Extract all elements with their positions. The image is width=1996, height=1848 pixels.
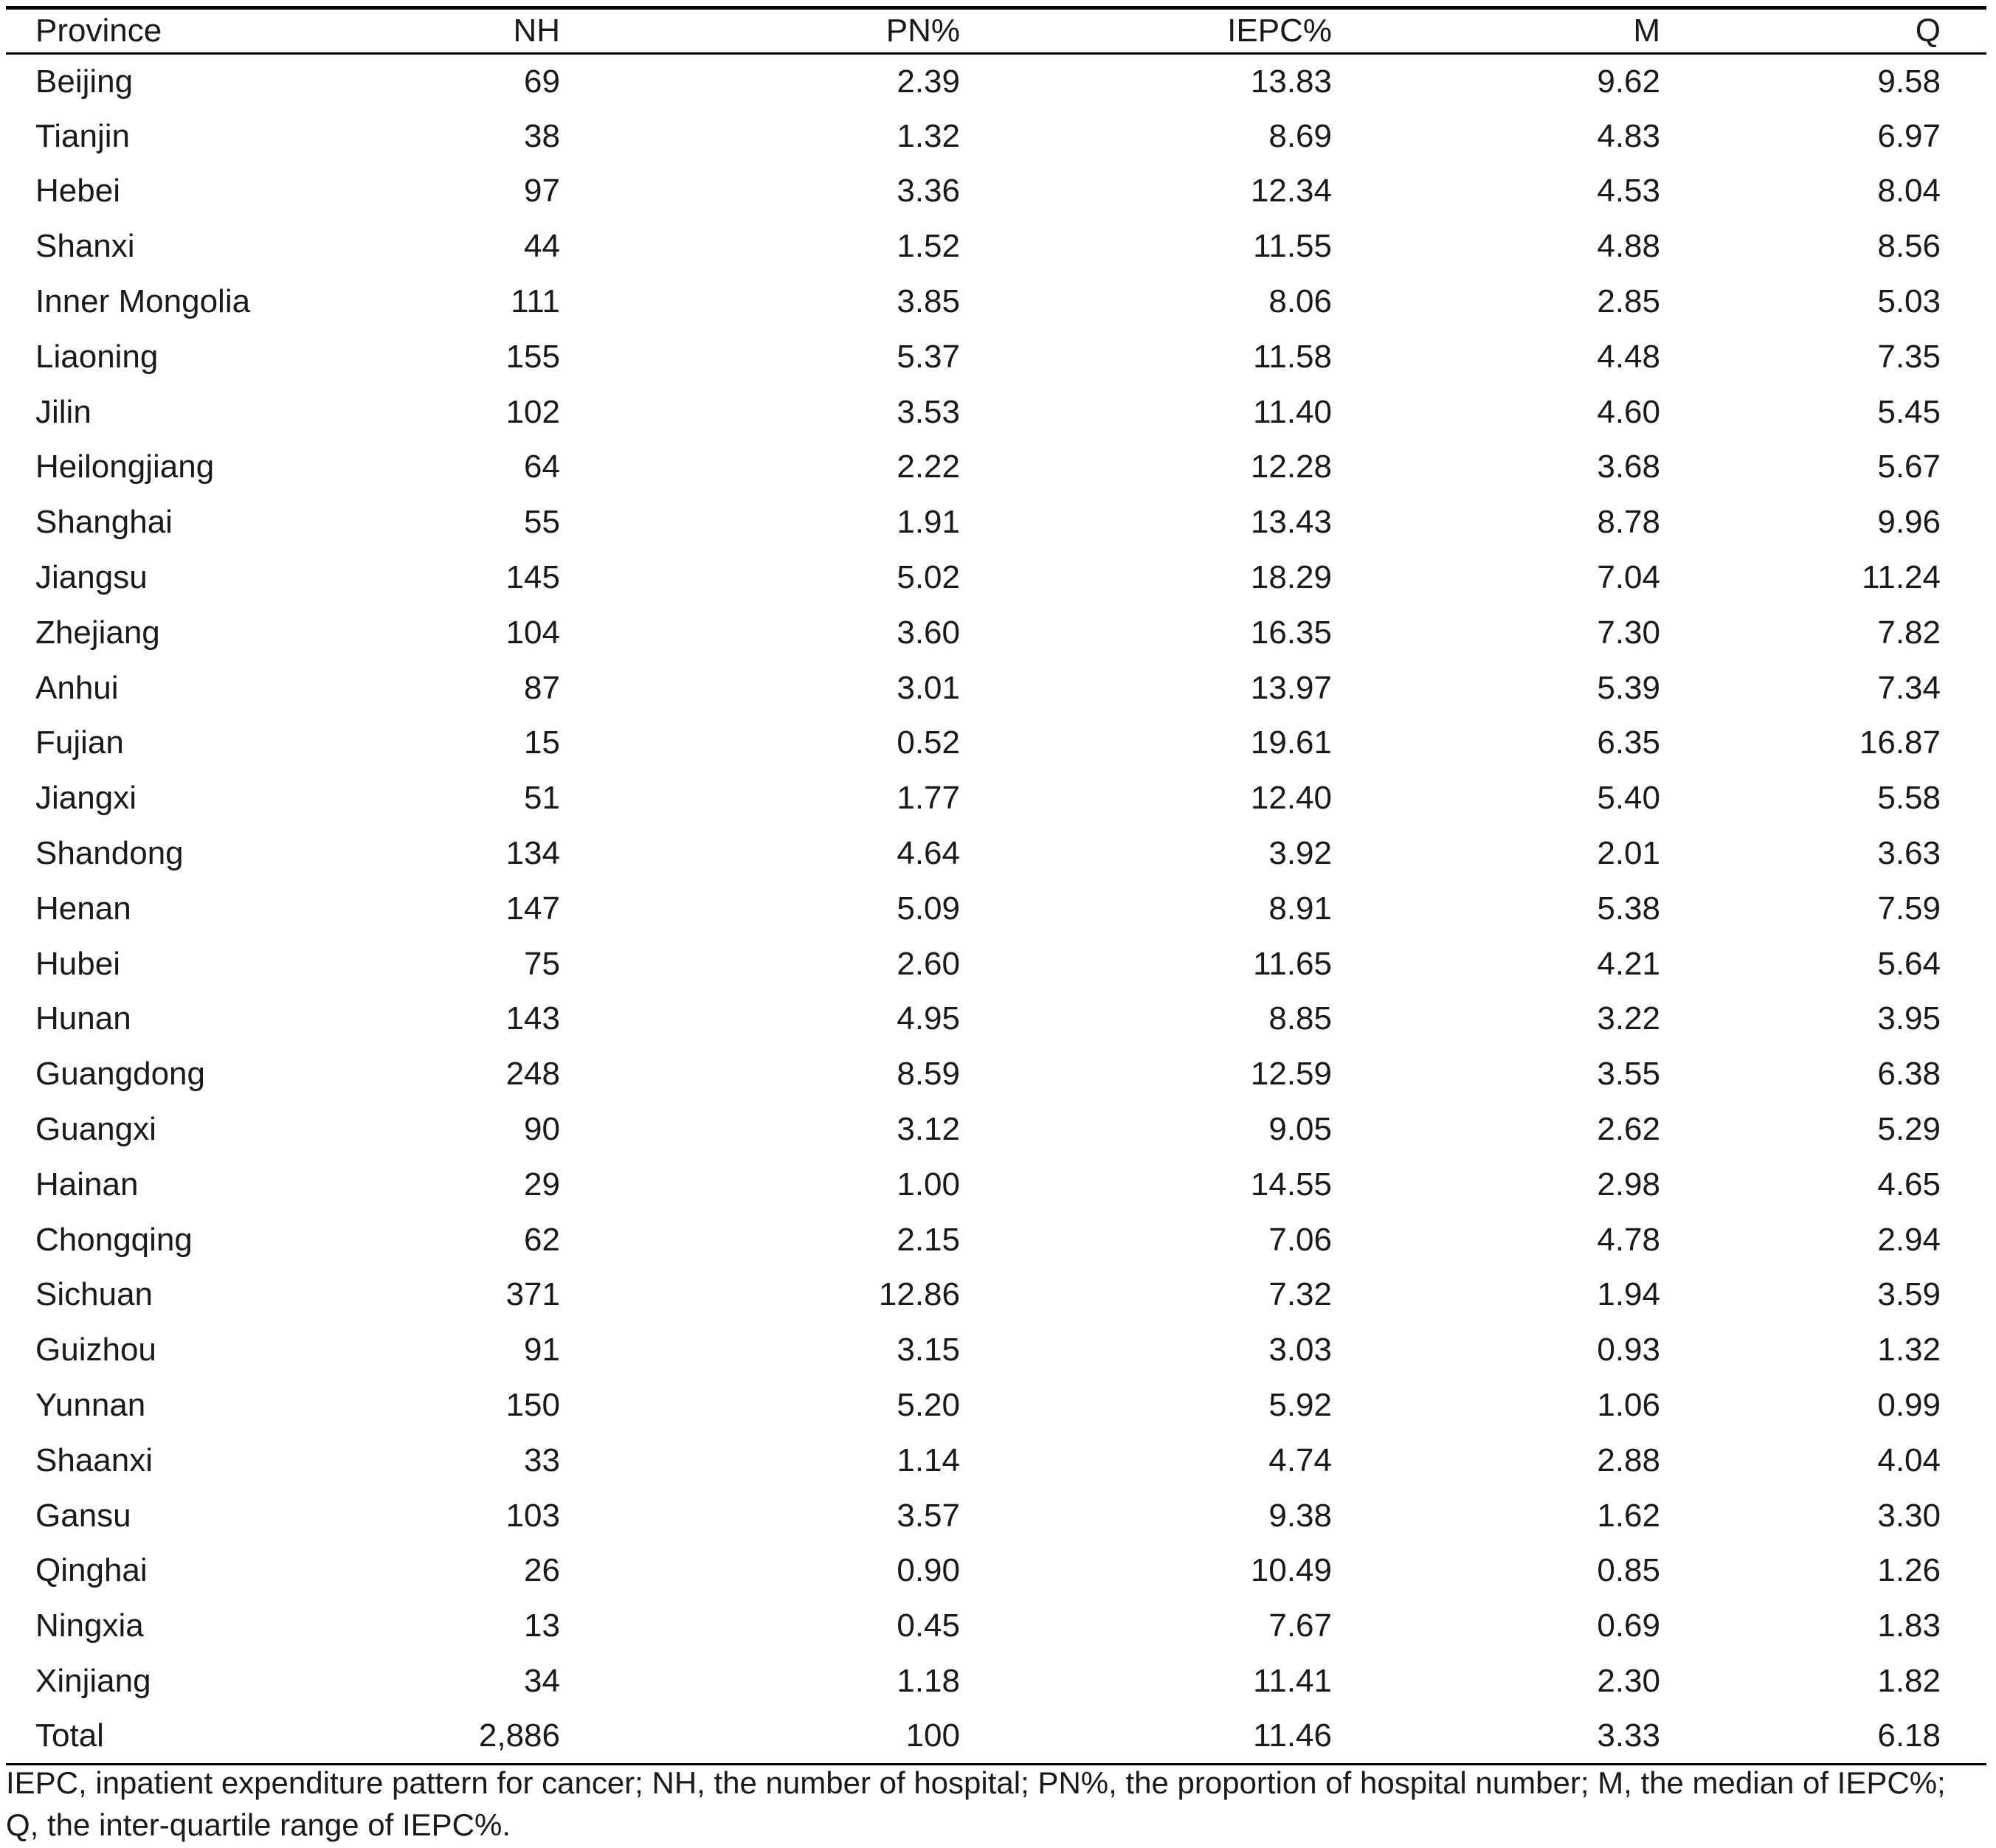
cell-q: 5.64	[1877, 945, 1941, 982]
cell-iepc: 11.58	[1253, 338, 1332, 375]
cell-nh: 248	[505, 1056, 560, 1093]
cell-pn: 3.12	[897, 1111, 960, 1148]
cell-nh: 38	[524, 117, 560, 154]
cell-province: Hainan	[35, 1166, 139, 1202]
cell-q: 6.18	[1696, 1709, 1986, 1764]
cell-m: 4.78	[1597, 1221, 1660, 1258]
cell-iepc: 13.97	[1250, 669, 1332, 706]
cell-iepc: 13.43	[1250, 504, 1332, 541]
cell-pn: 0.90	[897, 1552, 960, 1589]
cell-q: 1.83	[1877, 1608, 1941, 1644]
cell-nh: 75	[524, 945, 560, 982]
cell-pn: 0.45	[897, 1608, 960, 1644]
cell-province: Fujian	[35, 724, 124, 761]
cell-iepc: 11.41	[1253, 1663, 1332, 1699]
cell-province: Inner Mongolia	[35, 283, 251, 320]
table-row	[6, 660, 1986, 716]
cell-pn: 100	[576, 1709, 960, 1764]
cell-province: Yunnan	[35, 1387, 146, 1424]
cell-pn: 2.15	[897, 1221, 960, 1258]
cell-pn: 4.64	[897, 835, 960, 872]
cell-q: 7.34	[1877, 669, 1941, 706]
cell-nh: 90	[524, 1111, 560, 1148]
cell-q: 0.99	[1877, 1387, 1941, 1424]
table-row	[6, 1323, 1986, 1378]
cell-pn: 1.91	[897, 504, 960, 541]
cell-pn: 3.36	[897, 173, 960, 210]
table-row	[6, 440, 1986, 495]
cell-nh: 147	[505, 890, 560, 927]
cell-m: 2.85	[1597, 283, 1660, 320]
cell-pn: 2.22	[897, 449, 960, 485]
cell-nh: 34	[524, 1663, 560, 1699]
cell-m: 4.48	[1597, 338, 1660, 375]
cell-iepc: 7.06	[1268, 1221, 1332, 1258]
table-row	[6, 219, 1986, 274]
cell-q: 6.97	[1877, 117, 1941, 154]
cell-q: 3.59	[1877, 1276, 1941, 1313]
cell-nh: 134	[505, 835, 560, 872]
table-row	[6, 1433, 1986, 1488]
cell-m: 2.62	[1597, 1111, 1660, 1148]
data-table	[6, 6, 1986, 1765]
cell-pn: 1.14	[897, 1442, 960, 1478]
cell-nh: 33	[524, 1442, 560, 1478]
cell-m: 2.30	[1597, 1663, 1660, 1699]
cell-nh: 2,886	[419, 1709, 576, 1764]
cell-province: Shandong	[35, 835, 184, 872]
table-row	[6, 992, 1986, 1047]
cell-pn: 8.59	[897, 1056, 960, 1093]
column-header-q: Q	[1696, 8, 1986, 54]
cell-m: 4.83	[1597, 117, 1660, 154]
cell-nh: 29	[524, 1166, 560, 1202]
column-header-nh: NH	[419, 8, 576, 54]
cell-province: Qinghai	[35, 1552, 148, 1589]
cell-nh: 91	[524, 1332, 560, 1368]
cell-q: 1.26	[1877, 1552, 1941, 1589]
cell-iepc: 11.65	[1253, 945, 1332, 982]
cell-iepc: 12.40	[1250, 780, 1332, 817]
table-row	[6, 1599, 1986, 1654]
cell-nh: 155	[505, 338, 560, 375]
table-row	[6, 826, 1986, 882]
table-row	[6, 1488, 1986, 1543]
cell-nh: 44	[524, 228, 560, 265]
cell-province: Shanxi	[35, 228, 135, 265]
cell-q: 4.65	[1877, 1166, 1941, 1202]
cell-nh: 15	[524, 724, 560, 761]
cell-pn: 4.95	[897, 1000, 960, 1037]
table-row	[6, 274, 1986, 330]
table-row	[6, 54, 1986, 109]
cell-m: 3.22	[1597, 1000, 1660, 1037]
cell-q: 9.96	[1877, 504, 1941, 541]
cell-iepc: 8.06	[1268, 283, 1332, 320]
cell-iepc: 8.69	[1268, 117, 1332, 154]
cell-pn: 3.15	[897, 1332, 960, 1368]
cell-iepc: 12.28	[1250, 449, 1332, 485]
cell-iepc: 10.49	[1250, 1552, 1332, 1589]
cell-nh: 64	[524, 449, 560, 485]
cell-iepc: 12.34	[1250, 173, 1332, 210]
table-row	[6, 164, 1986, 219]
cell-m: 1.62	[1597, 1497, 1660, 1534]
cell-province: Xinjiang	[35, 1663, 151, 1699]
cell-pn: 3.60	[897, 614, 960, 651]
cell-nh: 26	[524, 1552, 560, 1589]
cell-pn: 3.53	[897, 393, 960, 430]
cell-iepc: 7.32	[1268, 1276, 1332, 1313]
column-header-iepc: IEPC%	[960, 8, 1339, 54]
cell-province: Ningxia	[35, 1608, 144, 1644]
cell-q: 2.94	[1877, 1221, 1941, 1258]
cell-province: Gansu	[35, 1497, 131, 1534]
cell-m: 6.35	[1597, 724, 1660, 761]
cell-iepc: 18.29	[1250, 559, 1332, 596]
cell-province: Guangdong	[35, 1056, 205, 1093]
cell-pn: 0.52	[897, 724, 960, 761]
cell-province: Hubei	[35, 945, 120, 982]
cell-m: 4.88	[1597, 228, 1660, 265]
cell-m: 1.94	[1597, 1276, 1660, 1313]
cell-m: 3.68	[1597, 449, 1660, 485]
cell-province: Guizhou	[35, 1332, 156, 1368]
cell-nh: 104	[505, 614, 560, 651]
cell-province: Shaanxi	[35, 1442, 153, 1478]
table-row	[6, 550, 1986, 606]
cell-m: 3.33	[1339, 1709, 1696, 1764]
cell-province: Hebei	[35, 173, 120, 210]
cell-m: 1.06	[1597, 1387, 1660, 1424]
cell-q: 3.63	[1877, 835, 1941, 872]
cell-province: Total	[6, 1709, 419, 1764]
cell-iepc: 9.38	[1268, 1497, 1332, 1534]
cell-nh: 69	[524, 63, 560, 100]
cell-nh: 150	[505, 1387, 560, 1424]
cell-province: Jiangsu	[35, 559, 148, 596]
column-header-pn: PN%	[576, 8, 960, 54]
cell-nh: 97	[524, 173, 560, 210]
cell-province: Henan	[35, 890, 131, 927]
cell-nh: 51	[524, 780, 560, 817]
cell-m: 2.88	[1597, 1442, 1660, 1478]
cell-iepc: 4.74	[1268, 1442, 1332, 1478]
cell-m: 0.93	[1597, 1332, 1660, 1368]
cell-province: Tianjin	[35, 117, 130, 154]
cell-iepc: 7.67	[1268, 1608, 1332, 1644]
cell-nh: 143	[505, 1000, 560, 1037]
cell-q: 5.29	[1877, 1111, 1941, 1148]
cell-q: 6.38	[1877, 1056, 1941, 1093]
cell-m: 7.30	[1597, 614, 1660, 651]
table-row	[6, 716, 1986, 771]
cell-pn: 5.37	[897, 338, 960, 375]
cell-iepc: 5.92	[1268, 1387, 1332, 1424]
cell-iepc: 3.03	[1268, 1332, 1332, 1368]
cell-q: 11.24	[1862, 559, 1941, 596]
cell-province: Hunan	[35, 1000, 131, 1037]
cell-pn: 3.57	[897, 1497, 960, 1534]
cell-nh: 87	[524, 669, 560, 706]
table-row	[6, 329, 1986, 384]
cell-iepc: 19.61	[1250, 724, 1332, 761]
cell-province: Jiangxi	[35, 780, 137, 817]
header-row	[6, 8, 1986, 54]
cell-q: 1.32	[1877, 1332, 1941, 1368]
cell-iepc: 11.40	[1253, 393, 1332, 430]
cell-nh: 371	[505, 1276, 560, 1313]
cell-nh: 62	[524, 1221, 560, 1258]
column-header-m: M	[1339, 8, 1696, 54]
cell-pn: 1.00	[897, 1166, 960, 1202]
table-row	[6, 771, 1986, 826]
table-row	[6, 881, 1986, 936]
cell-pn: 1.32	[897, 117, 960, 154]
cell-m: 5.38	[1597, 890, 1660, 927]
table-row	[6, 1157, 1986, 1212]
table-row	[6, 1378, 1986, 1433]
document-page	[6, 0, 1986, 1848]
cell-pn: 2.39	[897, 63, 960, 100]
cell-q: 7.35	[1877, 338, 1941, 375]
cell-iepc: 16.35	[1250, 614, 1332, 651]
cell-q: 5.67	[1877, 449, 1941, 485]
cell-pn: 5.09	[897, 890, 960, 927]
cell-q: 8.04	[1877, 173, 1941, 210]
cell-q: 5.58	[1877, 780, 1941, 817]
cell-iepc: 8.85	[1268, 1000, 1332, 1037]
table-row	[6, 384, 1986, 440]
cell-nh: 103	[505, 1497, 560, 1534]
cell-nh: 55	[524, 504, 560, 541]
cell-q: 16.87	[1859, 724, 1941, 761]
table-row	[6, 936, 1986, 992]
cell-province: Guangxi	[35, 1111, 156, 1148]
table-footnote: IEPC, inpatient expenditure pattern for cancer; NH, the number of hospital; PN%, the proportion of hospital number; M, the median of IEPC%; Q, the inter-quartile range of IEPC%.	[6, 1765, 1946, 1842]
cell-province: Zhejiang	[35, 614, 160, 651]
table-header	[6, 8, 1986, 54]
cell-province: Chongqing	[35, 1221, 193, 1258]
table-body	[6, 54, 1986, 1765]
cell-iepc: 11.46	[960, 1709, 1339, 1764]
cell-pn: 1.52	[897, 228, 960, 265]
cell-pn: 12.86	[878, 1276, 960, 1313]
cell-q: 5.03	[1877, 283, 1941, 320]
table-row	[6, 1212, 1986, 1267]
cell-province: Liaoning	[35, 338, 159, 375]
table-row	[6, 1543, 1986, 1599]
cell-pn: 1.77	[897, 780, 960, 817]
cell-q: 9.58	[1877, 63, 1941, 100]
cell-province: Shanghai	[35, 504, 173, 541]
cell-nh: 102	[505, 393, 560, 430]
cell-pn: 5.20	[897, 1387, 960, 1424]
cell-m: 4.60	[1597, 393, 1660, 430]
cell-iepc: 12.59	[1250, 1056, 1332, 1093]
cell-m: 0.85	[1597, 1552, 1660, 1589]
cell-province: Sichuan	[35, 1276, 153, 1313]
cell-m: 5.39	[1597, 669, 1660, 706]
cell-pn: 3.85	[897, 283, 960, 320]
cell-iepc: 13.83	[1250, 63, 1332, 100]
cell-q: 4.04	[1877, 1442, 1941, 1478]
cell-m: 9.62	[1597, 63, 1660, 100]
cell-iepc: 3.92	[1268, 835, 1332, 872]
cell-q: 5.45	[1877, 393, 1941, 430]
cell-pn: 1.18	[897, 1663, 960, 1699]
cell-province: Heilongjiang	[35, 449, 215, 485]
cell-m: 4.21	[1597, 945, 1660, 982]
table-row	[6, 1047, 1986, 1102]
table-row	[6, 1102, 1986, 1157]
cell-m: 3.55	[1597, 1056, 1660, 1093]
cell-q: 3.95	[1877, 1000, 1941, 1037]
cell-iepc: 9.05	[1268, 1111, 1332, 1148]
table-row	[6, 495, 1986, 550]
cell-pn: 5.02	[897, 559, 960, 596]
cell-nh: 111	[511, 283, 560, 320]
cell-nh: 145	[505, 559, 560, 596]
table-row	[6, 108, 1986, 164]
table-row	[6, 1267, 1986, 1323]
cell-nh: 13	[524, 1608, 560, 1644]
cell-pn: 2.60	[897, 945, 960, 982]
cell-m: 2.98	[1597, 1166, 1660, 1202]
table-row	[6, 605, 1986, 660]
cell-iepc: 14.55	[1250, 1166, 1332, 1202]
cell-m: 8.78	[1597, 504, 1660, 541]
cell-province: Anhui	[35, 669, 119, 706]
cell-m: 5.40	[1597, 780, 1660, 817]
cell-q: 1.82	[1877, 1663, 1941, 1699]
cell-m: 0.69	[1597, 1608, 1660, 1644]
cell-q: 7.59	[1877, 890, 1941, 927]
table-row	[6, 1709, 1986, 1764]
cell-province: Jilin	[35, 393, 91, 430]
cell-m: 4.53	[1597, 173, 1660, 210]
cell-iepc: 8.91	[1268, 890, 1332, 927]
cell-m: 7.04	[1597, 559, 1660, 596]
cell-province: Beijing	[35, 63, 134, 100]
table-row	[6, 1654, 1986, 1709]
cell-m: 2.01	[1597, 835, 1660, 872]
cell-q: 3.30	[1877, 1497, 1941, 1534]
cell-pn: 3.01	[897, 669, 960, 706]
cell-q: 8.56	[1877, 228, 1941, 265]
column-header-province: Province	[6, 8, 419, 54]
cell-q: 7.82	[1877, 614, 1941, 651]
cell-iepc: 11.55	[1253, 228, 1332, 265]
